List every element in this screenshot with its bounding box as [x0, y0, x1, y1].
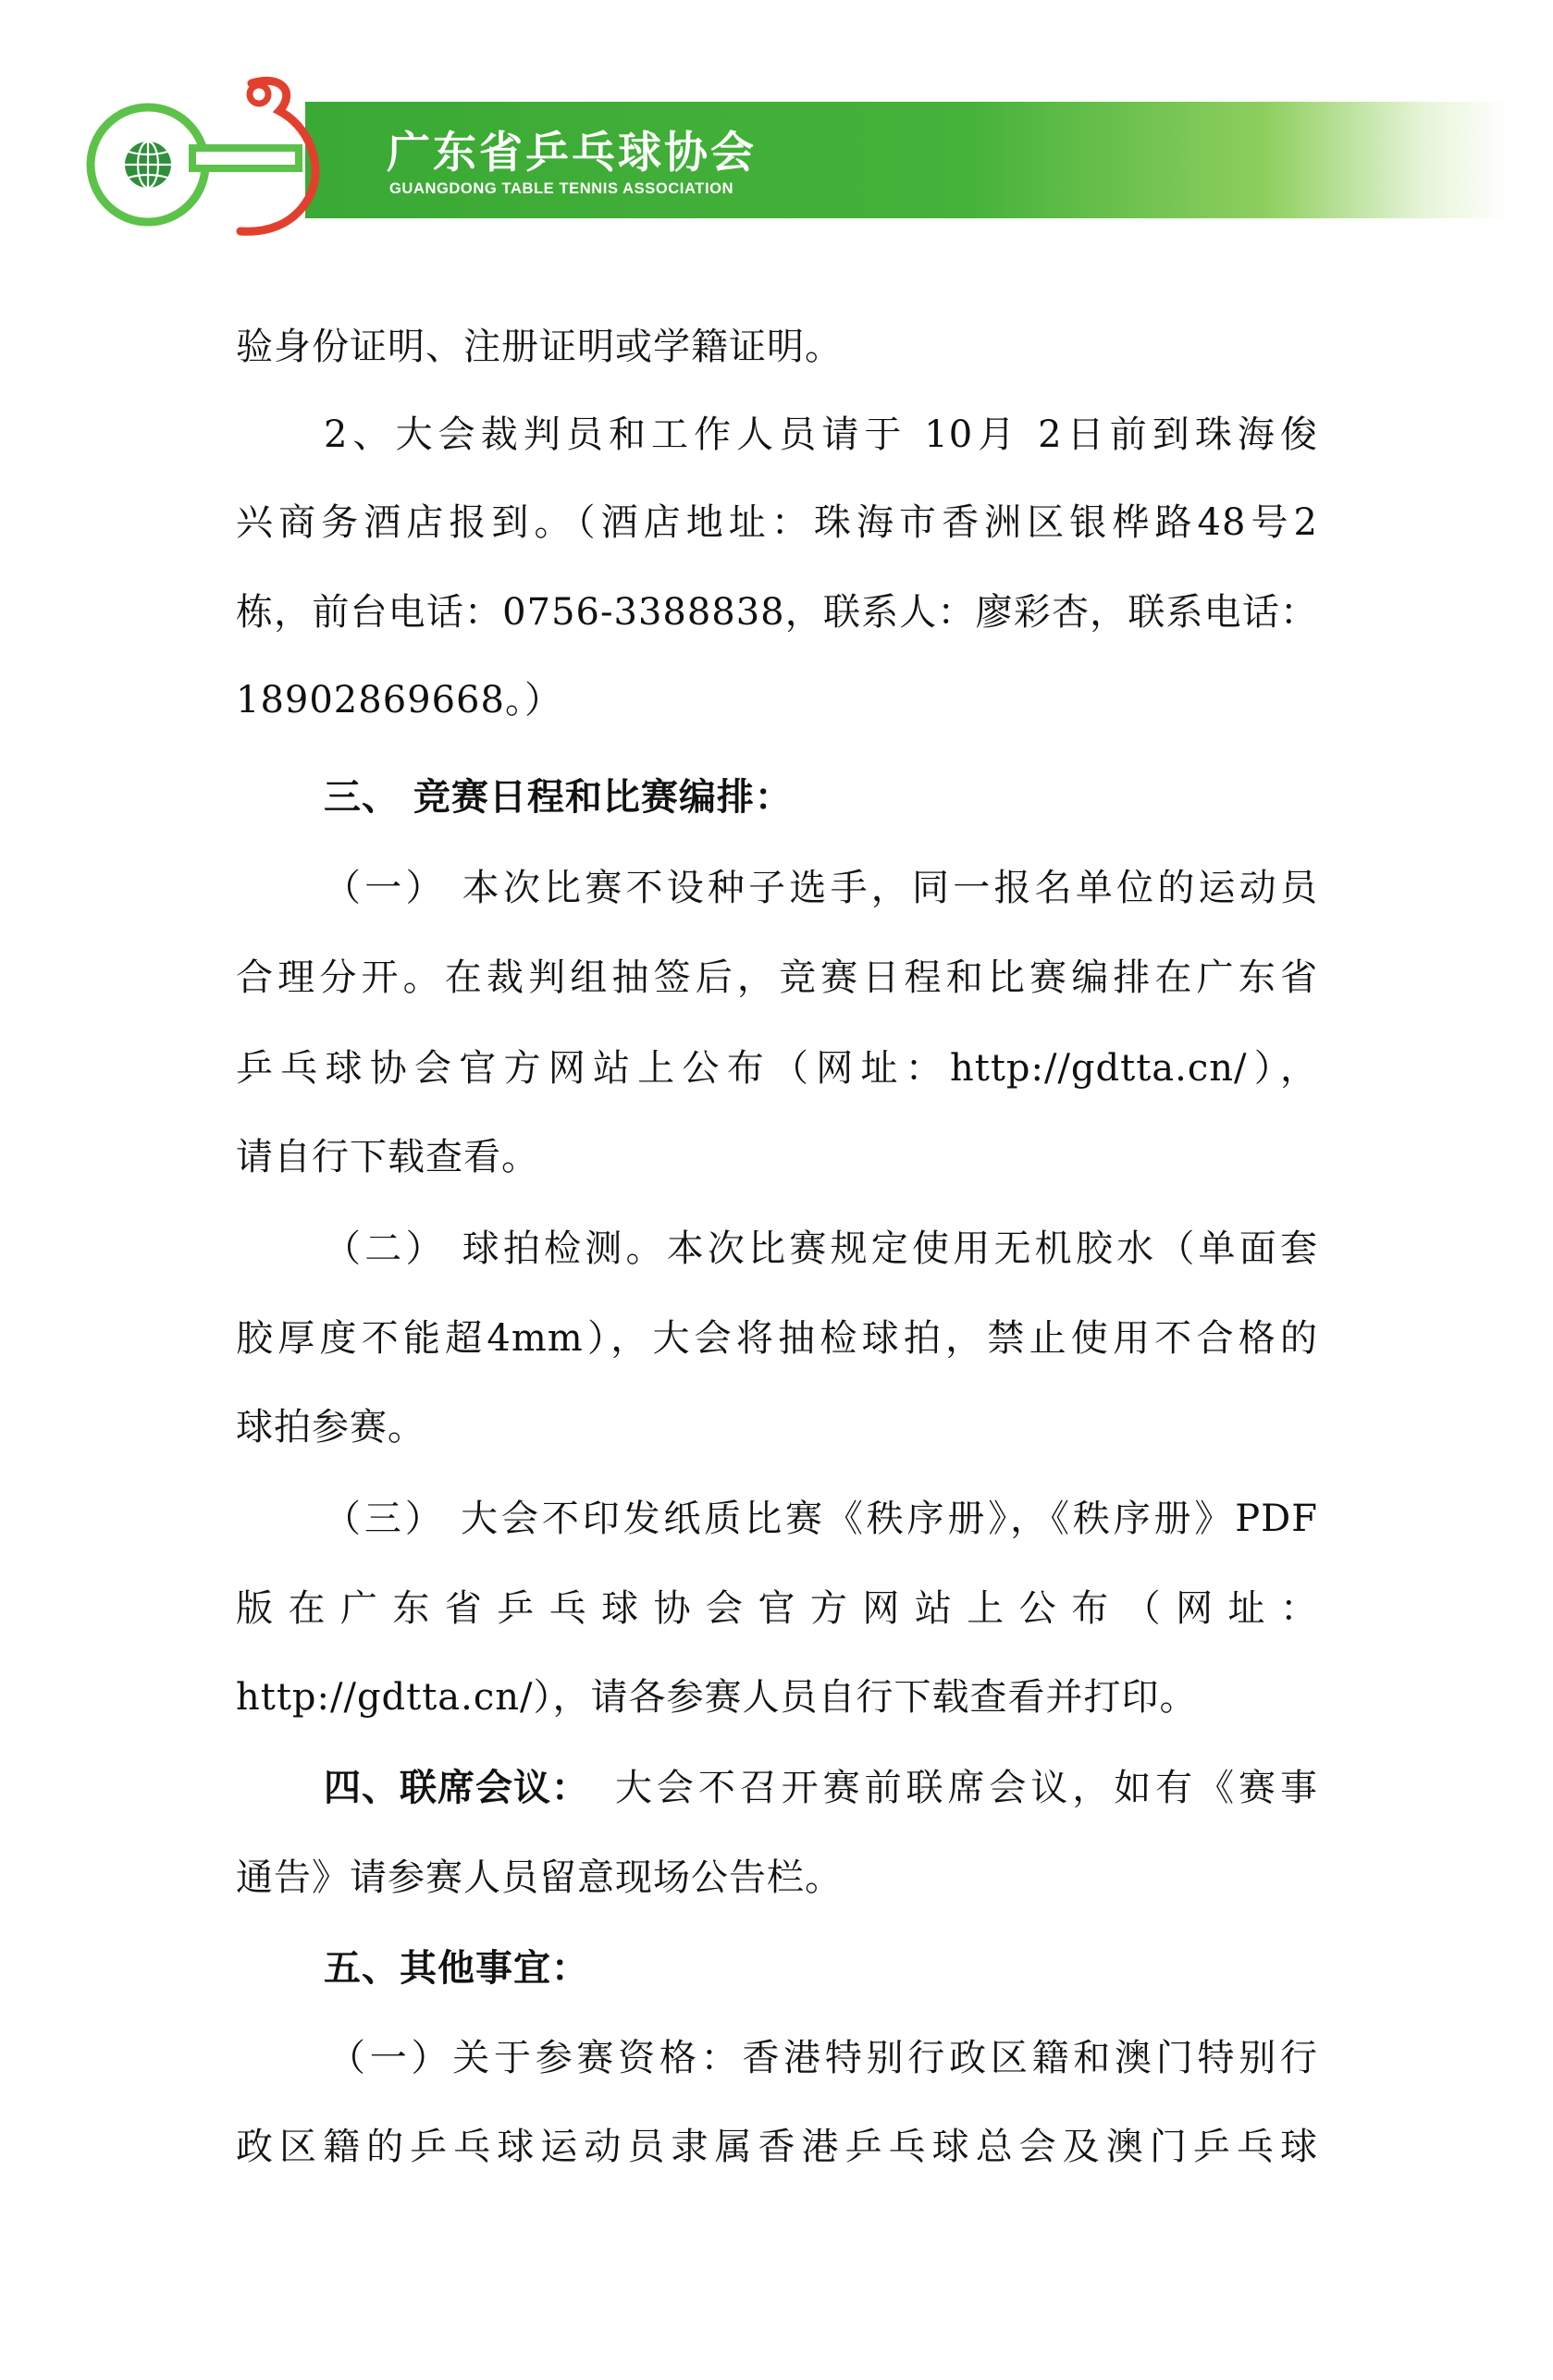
section-heading-schedule: 三、 竞赛日程和比赛编排： [324, 776, 793, 819]
paragraph-line: 栋，前台电话：0756-3388838，联系人：廖彩杏，联系电话： [236, 591, 1318, 634]
paragraph-line: 政区籍的乒乓球运动员隶属香港乒乓球总会及澳门乒乓球 [236, 2126, 1318, 2168]
paragraph-line: 胶厚度不能超4mm），大会将抽检球拍，禁止使用不合格的 [236, 1317, 1318, 1360]
org-name-english: GUANGDONG TABLE TENNIS ASSOCIATION [389, 180, 734, 197]
paragraph-line: 合理分开。在裁判组抽签后，竞赛日程和比赛编排在广东省 [236, 956, 1318, 999]
paragraph-line: 兴商务酒店报到。（酒店地址：珠海市香洲区银桦路48号2 [236, 501, 1318, 544]
paragraph-line: 2、大会裁判员和工作人员请于 10月 2日前到珠海俊 [324, 413, 1318, 456]
paragraph-line: 版在广东省乒乓球协会官方网站上公布（网址： [236, 1587, 1318, 1630]
paragraph-line: （二） 球拍检测。本次比赛规定使用无机胶水（单面套 [324, 1227, 1318, 1270]
paragraph-line: （一）关于参赛资格：香港特别行政区籍和澳门特别行 [328, 2037, 1318, 2079]
paragraph-line: http://gdtta.cn/），请各参赛人员自行下载查看并打印。 [236, 1676, 1198, 1719]
paragraph-line: （三） 大会不印发纸质比赛《秩序册》，《秩序册》PDF [324, 1498, 1318, 1540]
org-name-chinese: 广东省乒乓球协会 [387, 128, 757, 179]
paragraph-line: 乒乓球协会官方网站上公布（网址：http://gdtta.cn/）， [236, 1047, 1318, 1090]
paragraph-line: 大会不召开赛前联席会议，如有《赛事 [615, 1767, 1318, 1809]
paragraph-line: 通告》请参赛人员留意现场公告栏。 [236, 1856, 843, 1899]
paragraph-line: 验身份证明、注册证明或学籍证明。 [236, 326, 843, 368]
section-heading-other: 五、其他事宜： [324, 1947, 589, 1990]
paragraph-line: 请自行下载查看。 [236, 1136, 539, 1178]
section-heading-meeting: 四、联席会议： [324, 1767, 589, 1809]
paragraph-line: （一） 本次比赛不设种子选手，同一报名单位的运动员 [324, 867, 1318, 909]
paragraph-line: 18902869668。） [236, 679, 562, 721]
paragraph-line: 球拍参赛。 [236, 1406, 425, 1449]
